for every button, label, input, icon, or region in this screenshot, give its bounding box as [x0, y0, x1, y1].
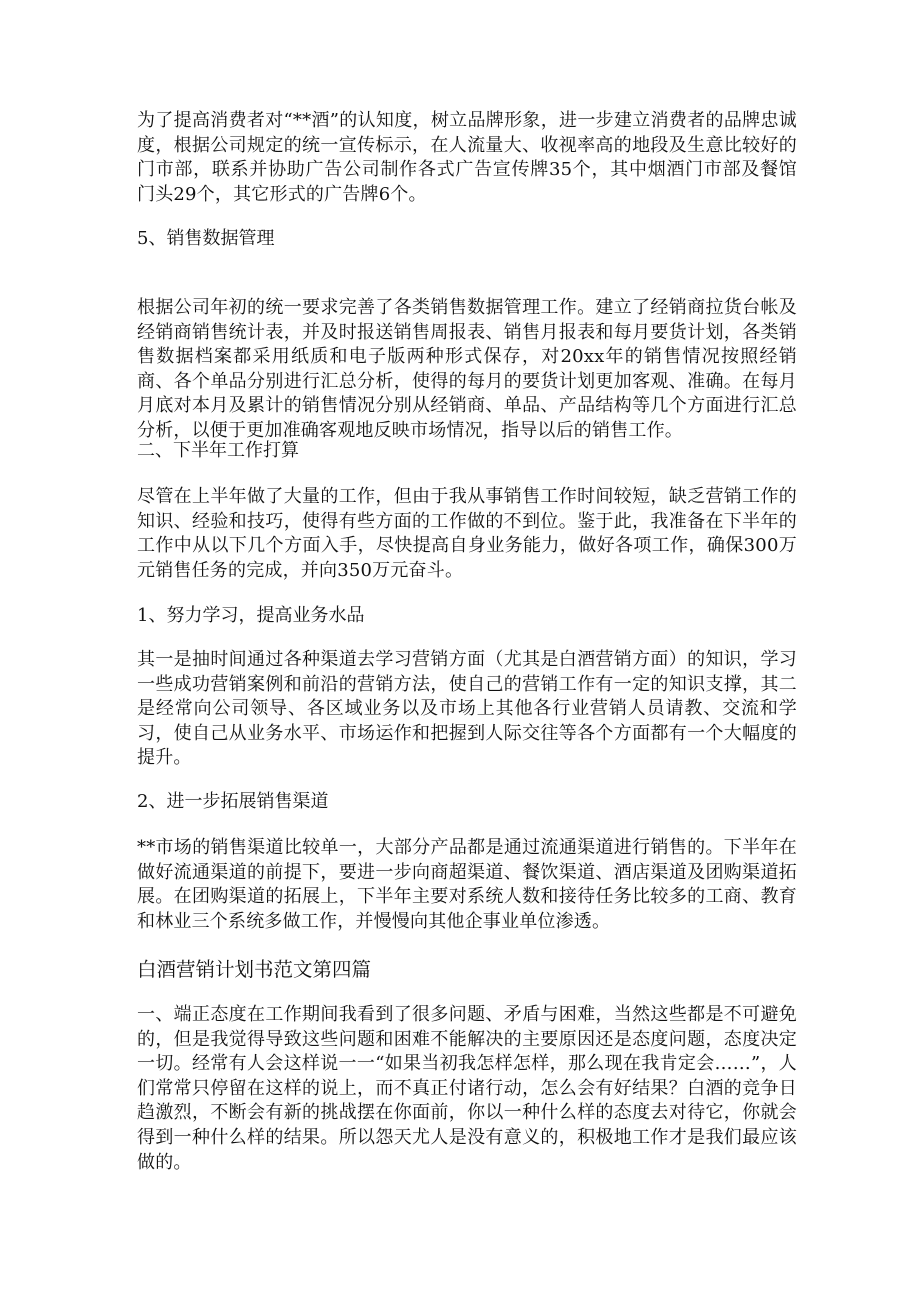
paragraph-channels: **市场的销售渠道比较单一，大部分产品都是通过流通渠道进行销售的。下半年在做好流通渠道的前提下，要进一步向商超渠道、餐饮渠道、酒店渠道及团购渠道拓展。在团购渠道的拓展上，下半年主要对系统人数和接待任务比较多的工商、教育和林业三个系统多做工作，并慢慢向其他企事业单位渗透。: [137, 837, 797, 932]
paragraph-study: 其一是抽时间通过各种渠道去学习营销方面（尤其是白酒营销方面）的知识，学习一些成功营销案例和前沿的营销方法，使自己的营销工作有一定的知识支撑，其二是经常向公司领导、各区域业务以及市场上其他各行业营销人员请教、交流和学习，使自己从业务水平、市场运作和把握到人际交往等各个方面都有一个大幅度的提升。: [137, 649, 797, 769]
heading-study: 1、努力学习，提高业务水品: [137, 605, 365, 626]
heading-expand-channels: 2、进一步拓展销售渠道: [137, 791, 329, 812]
heading-second-half-plan: 二、下半年工作打算: [137, 440, 299, 461]
paragraph-second-half-intro: 尽管在上半年做了大量的工作，但由于我从事销售工作时间较短，缺乏营销工作的知识、经验和技巧，使得有些方面的工作做的不到位。鉴于此，我准备在下半年的工作中从以下几个方面入手，尽快提高自身业务能力，做好各项工作，确保300万元销售任务的完成，并向350万元奋斗。: [137, 486, 797, 581]
paragraph-sales-data: 根据公司年初的统一要求完善了各类销售数据管理工作。建立了经销商拉货台帐及经销商销售统计表，并及时报送销售周报表、销售月报表和每月要货计划，各类销售数据档案都采用纸质和电子版两种形式保存，对20xx年的销售情况按照经销商、各个单品分别进行汇总分析，使得的每月的要货计划更加客观、准确。在每月月底对本月及累计的销售情况分别从经销商、单品、产品结构等几个方面进行汇总分析，以便于更加准确客观地反映市场情况，指导以后的销售工作。: [137, 297, 797, 441]
paragraph-attitude: 一、端正态度在工作期间我看到了很多问题、矛盾与困难，当然这些都是不可避免的，但是我觉得导致这些问题和困难不能解决的主要原因还是态度问题，态度决定一切。经常有人会这样说一一“如果当初我怎样怎样，那么现在我肯定会……”，人们常常只停留在这样的说上，而不真正付诸行动，怎么会有好结果？白酒的竞争日趋激烈，不断会有新的挑战摆在你面前，你以一种什么样的态度去对待它，你就会得到一种什么样的结果。所以怨天尤人是没有意义的，积极地工作才是我们最应该做的。: [137, 1004, 797, 1173]
section-title-fourth: 白酒营销计划书范文第四篇: [137, 958, 372, 981]
paragraph-billboard: 为了提高消费者对“**酒”的认知度，树立品牌形象，进一步建立消费者的品牌忠诚度，根据公司规定的统一宣传标示，在人流量大、收视率高的地段及生意比较好的门市部，联系并协助广告公司制作各式广告宣传牌35个，其中烟酒门市部及餐馆门头29个，其它形式的广告牌6个。: [137, 110, 797, 205]
heading-sales-data-management: 5、销售数据管理: [137, 228, 275, 249]
